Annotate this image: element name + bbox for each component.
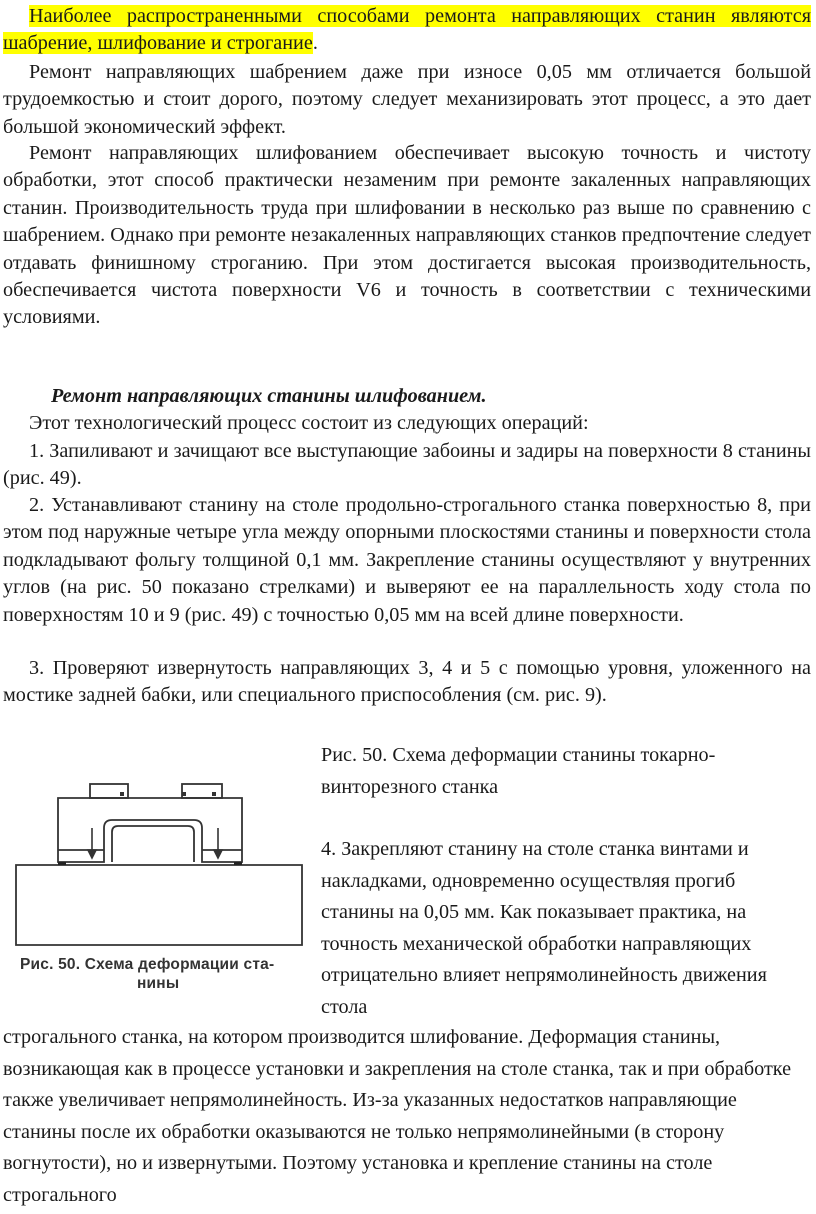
left-arrow-head <box>88 850 96 858</box>
step-2: 2. Устанавливают станину на столе продольно-строгального станка поверхностью 8, при этом под наружные четыре угла между опорными плоскостями станины и поверхности стола подкладывают фольгу толщиной 0,1 мм. Закрепление станины осуществляют у внутренних углов (на рис. 50 показано стрелками) и выверяют ее на параллельность ходу стола по поверхностям 10 и 9 (рис. 49) с точностью 0,05 мм на всей длине поверхности. <box>3 494 811 626</box>
intro-paragraph: Наиболее распространенными способами ремонта направляющих станин являются шабрение, шлифование и строгание. <box>3 5 811 55</box>
inner-arch-shape <box>112 826 194 862</box>
figure-caption-printed: Рис. 50. Схема деформации ста- нины <box>20 956 275 992</box>
grinding-paragraph: Ремонт направляющих шлифованием обеспечивает высокую точность и чистоту обработки, этот способ практически незаменим при ремонте закаленных направляющих станин. Производительность труда при шлифовании в несколько раз выше по сравнению с шабрением. Однако при ремонте незакаленных направляющих станков предпочтение следует отдавать финишному строганию. При этом достигается высокая производительность, обеспечивается чистота поверхности V6 и точность в соответствии с техническими условиями. <box>3 142 811 329</box>
highlighted-text: Наиболее распространенными способами ремонта направляющих станин являются шабрение, шлифование и строгание <box>3 5 811 55</box>
machine-table-shape <box>16 865 302 945</box>
bed-deformation-diagram <box>12 770 312 970</box>
process-intro: Этот технологический процесс состоит из следующих операций: <box>29 412 589 434</box>
step-1: 1. Запиливают и зачищают все выступающие забоины и задиры на поверхности 8 станины (рис. 49). <box>3 440 811 490</box>
continuation-paragraph: строгального станка, на котором производится шлифование. Деформация станины, возникающая как в процессе установки и закрепления на столе станка, так и при обработке также увеличивает непрямолинейность. Из-за указанных недостатков направляющие станины после их обработки оказываются не только непрямолинейными (в сторону вогнутости), но и извернутыми. Поэтому установка и крепление станины на столе строгального <box>3 1026 792 1206</box>
foil-pad-2 <box>234 862 242 865</box>
step-3: 3. Проверяют извернутость направляющих 3, 4 и 5 с помощью уровня, уложенного на мостике задней бабки, или специального приспособления (см. рис. 9). <box>3 657 811 707</box>
right-arrow-head <box>214 850 222 858</box>
scraping-paragraph: Ремонт направляющих шабрением даже при износе 0,05 мм отличается большой трудоемкостью и стоит дорого, поэтому следует механизировать этот процесс, а это дает большой экономический эффект. <box>3 61 811 138</box>
figure-caption: Рис. 50. Схема деформации станины токарно-винторезного станка <box>321 744 716 798</box>
section-heading: Ремонт направляющих станины шлифованием. <box>51 385 487 407</box>
foil-pad-1 <box>58 862 66 865</box>
guide-detail-3 <box>120 792 124 796</box>
guide-detail-2 <box>212 792 216 796</box>
guide-detail-1 <box>182 792 186 796</box>
step-4: 4. Закрепляют станину на столе станка винтами и накладками, одновременно осуществляя прогиб станины на 0,05 мм. Как показывает практика, на точность механической обработки направляющих отрицательно влияет непрямолинейность движения стола <box>321 838 767 1018</box>
